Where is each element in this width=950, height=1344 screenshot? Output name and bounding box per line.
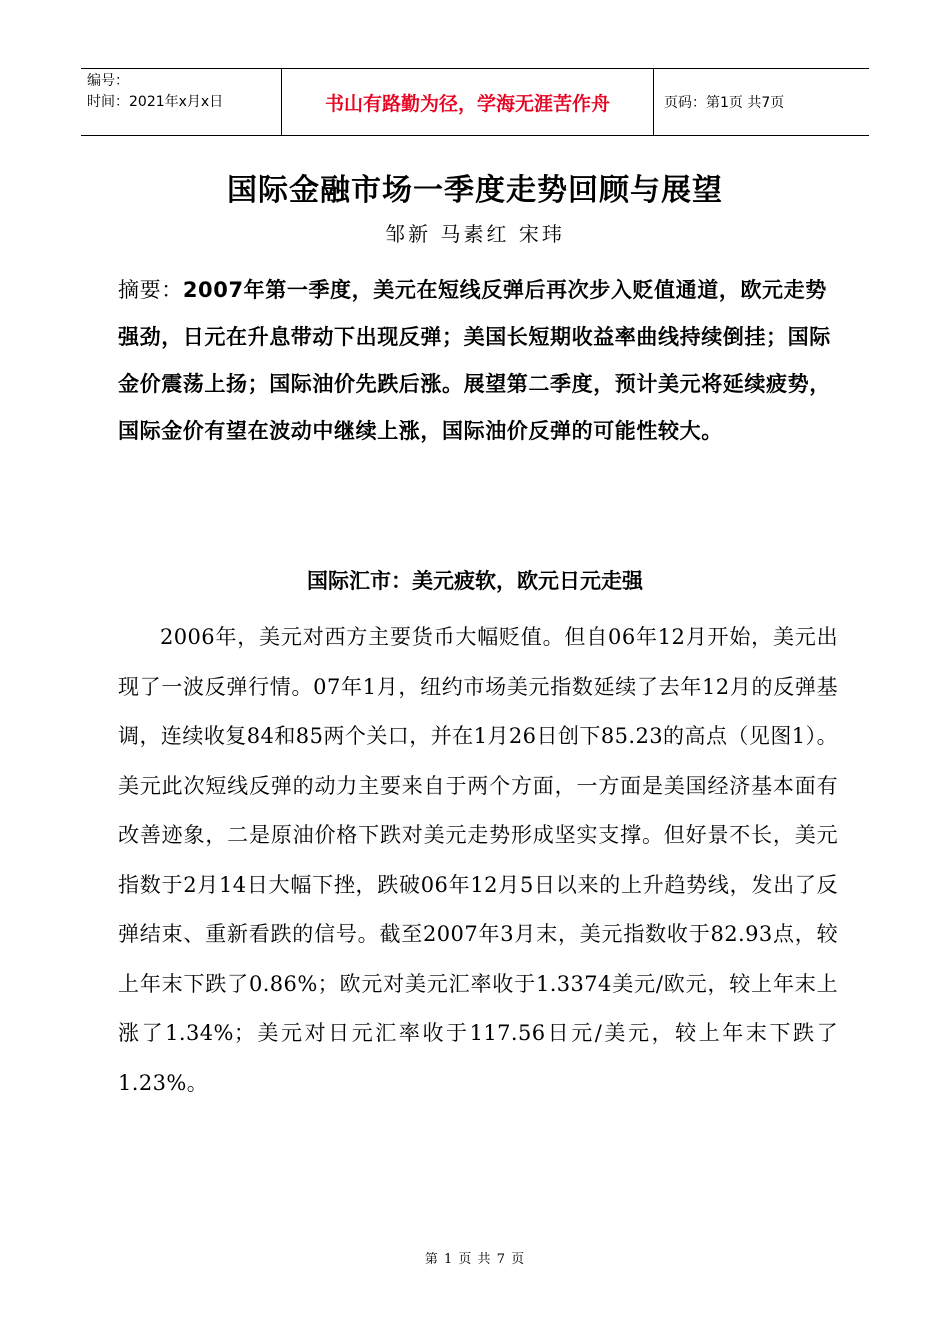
page-header [81,68,869,136]
header-motto: 书山有路勤为径，学海无涯苦作舟 [281,69,654,135]
abstract [118,267,838,455]
section-heading: 国际汇市：美元疲软，欧元日元走强 [307,569,643,593]
code-label: 编号： [87,73,129,89]
authors: 邹新 马素红 宋玮 [385,222,565,246]
document-title: 国际金融市场一季度走势回顾与展望 [227,173,723,208]
date-label: 时间：2021年x月x日 [87,94,224,110]
abstract-label: 摘要： [118,278,183,302]
header-meta [81,69,281,135]
body-paragraph: 2006年，美元对西方主要货币大幅贬值。但自06年12月开始，美元出现了一波反弹行情。07年1月，纽约市场美元指数延续了去年12月的反弹基调，连续收复84和85两个关口，并在1月26日创下85.23的高点（见图1）。美元此次短线反弹的动力主要来自于两个方面，一方面是美国经济基本面有改善迹象，二是原油价格下跌对美元走势形成坚实支撑。但好景不长，美元指数于2月14日大幅下挫，跌破06年12月5日以来的上升趋势线，发出了反弹结束、重新看跌的信号。截至2007年3月末，美元指数收于82.93点，较上年末下跌了0.86%；欧元对美元汇率收于1.3374美元/欧元，较上年末上涨了1.34%；美元对日元汇率收于117.56日元/美元，较上年末下跌了1.23%。 [118,625,838,1095]
header-page-info: 页码：第1页 共7页 [664,95,785,111]
page-footer: 第 1 页 共 7 页 [424,1252,526,1267]
abstract-text: 2007年第一季度，美元在短线反弹后再次步入贬值通道，欧元走势强劲，日元在升息带动下出现反弹；美国长短期收益率曲线持续倒挂；国际金价震荡上扬；国际油价先跌后涨。展望第二季度，预计美元将延续疲势，国际金价有望在波动中继续上涨，国际油价反弹的可能性较大。 [118,278,831,443]
